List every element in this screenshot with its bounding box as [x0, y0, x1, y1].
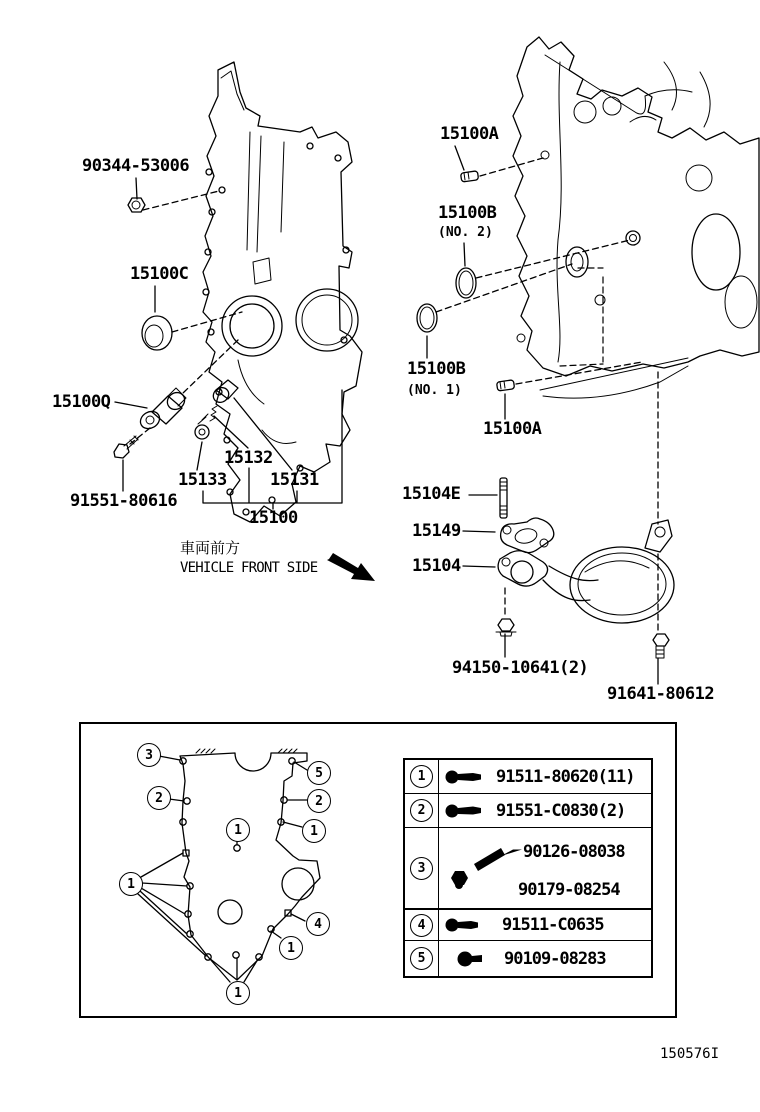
oil-seal-icon: [142, 316, 172, 350]
hex-bolt-icon: [444, 799, 496, 823]
callout-5: 5: [307, 761, 331, 785]
oring-no1-icon: [417, 304, 437, 332]
hex-bolt-icon: [444, 913, 502, 937]
label-15100A-lower: 15100A: [483, 419, 542, 439]
callout-1-left: 1: [119, 872, 143, 896]
plug-icon: [210, 380, 238, 405]
gasket-icon: [501, 518, 554, 553]
legend-part-number: 91551-C0830(2): [496, 800, 626, 821]
fastener-legend-table: [403, 758, 653, 978]
label-15100: 15100: [249, 508, 298, 528]
legend-part-number: 90179-08254: [518, 880, 620, 900]
legend-row5-num: [405, 940, 438, 976]
stud-15104E-icon: [500, 478, 507, 518]
legend-row1-num: [405, 760, 438, 793]
callout-3: 3: [137, 743, 161, 767]
legend-row2-part: [438, 793, 651, 827]
legend-part-number: 91511-80620(11): [496, 766, 635, 787]
legend-row3-parts: [438, 827, 651, 908]
legend-part-number: 91511-C0635: [502, 915, 604, 935]
legend-row4-num: [405, 908, 438, 940]
callout-4: 4: [306, 912, 330, 936]
legend-part-number: 90126-08038: [523, 842, 625, 862]
stud-lower-icon: [497, 380, 515, 391]
drawing-number: 150576I: [660, 1046, 720, 1062]
legend-row1-part: [438, 760, 651, 793]
oil-strainer-icon: [498, 520, 674, 623]
engine-block-drawing: [513, 37, 759, 398]
label-15104E: 15104E: [402, 484, 461, 504]
label-15100A-upper: 15100A: [440, 124, 499, 144]
label-15100B-no2: 15100B: [438, 203, 497, 223]
union-icon: [137, 388, 188, 432]
front-arrow-icon: [327, 553, 375, 581]
legend-circle-3: 3: [410, 857, 433, 880]
legend-row3-num: [405, 827, 438, 908]
label-91551-80616: 91551-80616: [70, 491, 178, 511]
legend-part-number: 90109-08283: [504, 948, 606, 969]
label-15100B-no1-sub: (NO. 1): [407, 383, 462, 398]
label-15100B-no2-sub: (NO. 2): [438, 225, 493, 240]
label-15100Q: 15100Q: [52, 392, 111, 412]
front-note-en: VEHICLE FRONT SIDE: [180, 560, 318, 576]
legend-circle-2: 2: [410, 799, 433, 822]
oring-no2-icon: [456, 268, 476, 298]
spring-icon: [210, 406, 217, 421]
stud-upper-icon: [461, 171, 479, 182]
legend-row5-part: [438, 940, 651, 976]
label-15100B-no1: 15100B: [407, 359, 466, 379]
strainer-nut-icon: [496, 619, 516, 636]
label-90344-53006: 90344-53006: [82, 156, 190, 176]
callout-1-center: 1: [226, 818, 250, 842]
relief-valve-icon: [195, 414, 209, 439]
hex-bolt-icon: [444, 765, 496, 789]
label-15131: 15131: [270, 470, 319, 490]
legend-circle-5: 5: [410, 947, 433, 970]
label-94150-10641: 94150-10641(2): [452, 658, 589, 678]
part-icons: [114, 171, 674, 658]
callout-1-right: 1: [302, 819, 326, 843]
label-15104: 15104: [412, 556, 461, 576]
label-91641-80612: 91641-80612: [607, 684, 715, 704]
legend-row2-num: [405, 793, 438, 827]
union-bolt-icon: [114, 436, 138, 458]
callout-2-left: 2: [147, 786, 171, 810]
strainer-bolt-icon: [653, 634, 669, 658]
label-15133: 15133: [178, 470, 227, 490]
callout-1-bottom-right: 1: [279, 936, 303, 960]
legend-circle-4: 4: [410, 914, 433, 937]
legend-circle-1: 1: [410, 765, 433, 788]
callout-2-right: 2: [307, 789, 331, 813]
legend-row4-part: [438, 908, 651, 940]
washer-bolt-icon: [444, 946, 504, 972]
front-note-jp: 車両前方: [180, 539, 241, 557]
label-15132: 15132: [224, 448, 273, 468]
label-15149: 15149: [412, 521, 461, 541]
callout-1-bottom: 1: [226, 981, 250, 1005]
label-15100C: 15100C: [130, 264, 189, 284]
